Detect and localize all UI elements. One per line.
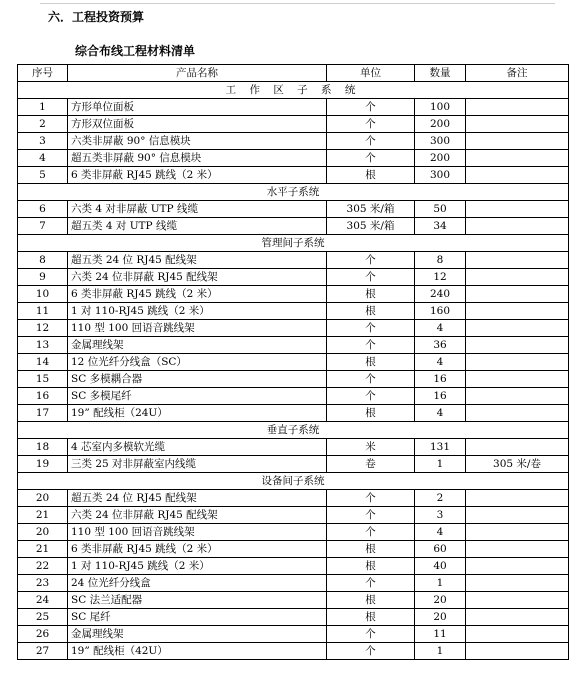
quantity-cell: 8: [415, 252, 466, 269]
quantity-cell: 240: [415, 286, 466, 303]
row-number-cell: 13: [18, 337, 68, 354]
table-row: [18, 116, 569, 133]
remark-cell: [466, 320, 569, 337]
product-name-cell: SC 法兰适配器: [68, 592, 327, 609]
table-row: [18, 524, 569, 541]
remark-cell: [466, 592, 569, 609]
unit-cell: 个: [327, 524, 415, 541]
unit-cell: 个: [327, 643, 415, 660]
remark-cell: [466, 133, 569, 150]
product-name-cell: 超五类非屏蔽 90° 信息模块: [68, 150, 327, 167]
header-quantity: 数量: [415, 65, 466, 82]
remark-cell: [466, 269, 569, 286]
row-number-cell: 7: [18, 218, 68, 235]
unit-cell: 根: [327, 609, 415, 626]
unit-cell: 个: [327, 626, 415, 643]
row-number-cell: 16: [18, 388, 68, 405]
unit-cell: 305 米/箱: [327, 201, 415, 218]
quantity-cell: 16: [415, 388, 466, 405]
table-row: [18, 609, 569, 626]
product-name-cell: 方形双位面板: [68, 116, 327, 133]
table-row: [18, 167, 569, 184]
remark-cell: [466, 558, 569, 575]
row-number-cell: 20: [18, 524, 68, 541]
row-number-cell: 24: [18, 592, 68, 609]
row-number-cell: 8: [18, 252, 68, 269]
table-row: [18, 269, 569, 286]
header-unit: 单位: [327, 65, 415, 82]
remark-cell: [466, 575, 569, 592]
group-header-row: [18, 235, 569, 252]
remark-cell: [466, 99, 569, 116]
remark-cell: [466, 252, 569, 269]
quantity-cell: 2: [415, 490, 466, 507]
product-name-cell: 6 类非屏蔽 RJ45 跳线（2 米）: [68, 167, 327, 184]
table-row: [18, 456, 569, 473]
unit-cell: 个: [327, 150, 415, 167]
product-name-cell: 12 位光纤分线盒（SC）: [68, 354, 327, 371]
unit-cell: 个: [327, 252, 415, 269]
quantity-cell: 300: [415, 167, 466, 184]
row-number-cell: 1: [18, 99, 68, 116]
product-name-cell: 24 位光纤分线盒: [68, 575, 327, 592]
row-number-cell: 2: [18, 116, 68, 133]
section-heading: 六．工程投资预算: [48, 10, 145, 24]
product-name-cell: 6 类非屏蔽 RJ45 跳线（2 米）: [68, 286, 327, 303]
header-row: [18, 65, 569, 82]
product-name-cell: 六类 24 位非屏蔽 RJ45 配线架: [68, 507, 327, 524]
remark-cell: [466, 354, 569, 371]
remark-cell: [466, 609, 569, 626]
unit-cell: 米: [327, 439, 415, 456]
remark-cell: [466, 303, 569, 320]
row-number-cell: 4: [18, 150, 68, 167]
row-number-cell: 10: [18, 286, 68, 303]
row-number-cell: 18: [18, 439, 68, 456]
table-row: [18, 626, 569, 643]
table-body: [18, 82, 569, 660]
quantity-cell: 160: [415, 303, 466, 320]
row-number-cell: 22: [18, 558, 68, 575]
product-name-cell: 110 型 100 回语音跳线架: [68, 320, 327, 337]
table-row: [18, 507, 569, 524]
remark-cell: [466, 507, 569, 524]
materials-table: [17, 64, 569, 660]
remark-cell: [466, 218, 569, 235]
table-row: [18, 541, 569, 558]
table-row: [18, 337, 569, 354]
unit-cell: 根: [327, 592, 415, 609]
product-name-cell: SC 多模尾纤: [68, 388, 327, 405]
row-number-cell: 9: [18, 269, 68, 286]
product-name-cell: SC 尾纤: [68, 609, 327, 626]
unit-cell: 305 米/箱: [327, 218, 415, 235]
product-name-cell: 超五类 24 位 RJ45 配线架: [68, 252, 327, 269]
row-number-cell: 27: [18, 643, 68, 660]
remark-cell: [466, 490, 569, 507]
table-row: [18, 303, 569, 320]
quantity-cell: 300: [415, 133, 466, 150]
remark-cell: [466, 643, 569, 660]
product-name-cell: 六类非屏蔽 90° 信息模块: [68, 133, 327, 150]
product-name-cell: 六类 24 位非屏蔽 RJ45 配线架: [68, 269, 327, 286]
row-number-cell: 26: [18, 626, 68, 643]
unit-cell: 根: [327, 354, 415, 371]
row-number-cell: 17: [18, 405, 68, 422]
unit-cell: 根: [327, 541, 415, 558]
row-number-cell: 11: [18, 303, 68, 320]
header-remarks: 备注: [466, 65, 569, 82]
unit-cell: 卷: [327, 456, 415, 473]
table-row: [18, 643, 569, 660]
quantity-cell: 200: [415, 150, 466, 167]
quantity-cell: 4: [415, 354, 466, 371]
quantity-cell: 50: [415, 201, 466, 218]
remark-cell: [466, 201, 569, 218]
header-no: 序号: [18, 65, 68, 82]
product-name-cell: 19” 配线柜（42U）: [68, 643, 327, 660]
product-name-cell: 六类 4 对非屏蔽 UTP 线缆: [68, 201, 327, 218]
unit-cell: 个: [327, 269, 415, 286]
table-row: [18, 286, 569, 303]
quantity-cell: 4: [415, 405, 466, 422]
table-row: [18, 575, 569, 592]
top-rule: [40, 3, 555, 4]
header-product-name: 产品名称: [68, 65, 327, 82]
group-header-row: [18, 473, 569, 490]
quantity-cell: 40: [415, 558, 466, 575]
group-header-row: [18, 82, 569, 99]
group-title: 垂直子系统: [18, 422, 569, 439]
table-row: [18, 371, 569, 388]
quantity-cell: 60: [415, 541, 466, 558]
group-title: 设备间子系统: [18, 473, 569, 490]
unit-cell: 个: [327, 116, 415, 133]
remark-cell: [466, 405, 569, 422]
quantity-cell: 36: [415, 337, 466, 354]
unit-cell: 个: [327, 133, 415, 150]
table-row: [18, 558, 569, 575]
quantity-cell: 100: [415, 99, 466, 116]
quantity-cell: 1: [415, 575, 466, 592]
unit-cell: 个: [327, 99, 415, 116]
quantity-cell: 11: [415, 626, 466, 643]
quantity-cell: 12: [415, 269, 466, 286]
unit-cell: 根: [327, 558, 415, 575]
row-number-cell: 23: [18, 575, 68, 592]
product-name-cell: 4 芯室内多模软光缆: [68, 439, 327, 456]
quantity-cell: 131: [415, 439, 466, 456]
product-name-cell: SC 多模耦合器: [68, 371, 327, 388]
unit-cell: 个: [327, 371, 415, 388]
table-row: [18, 354, 569, 371]
table-row: [18, 490, 569, 507]
table-title: 综合布线工程材料清单: [75, 44, 196, 58]
row-number-cell: 15: [18, 371, 68, 388]
row-number-cell: 21: [18, 541, 68, 558]
quantity-cell: 20: [415, 592, 466, 609]
row-number-cell: 20: [18, 490, 68, 507]
unit-cell: 个: [327, 507, 415, 524]
table-row: [18, 133, 569, 150]
remark-cell: [466, 388, 569, 405]
product-name-cell: 超五类 4 对 UTP 线缆: [68, 218, 327, 235]
unit-cell: 根: [327, 405, 415, 422]
row-number-cell: 25: [18, 609, 68, 626]
group-title: 水平子系统: [18, 184, 569, 201]
quantity-cell: 34: [415, 218, 466, 235]
remark-cell: [466, 150, 569, 167]
remark-cell: 305 米/卷: [466, 456, 569, 473]
row-number-cell: 19: [18, 456, 68, 473]
row-number-cell: 14: [18, 354, 68, 371]
quantity-cell: 1: [415, 643, 466, 660]
quantity-cell: 16: [415, 371, 466, 388]
quantity-cell: 20: [415, 609, 466, 626]
unit-cell: 个: [327, 575, 415, 592]
remark-cell: [466, 541, 569, 558]
remark-cell: [466, 524, 569, 541]
unit-cell: 个: [327, 320, 415, 337]
row-number-cell: 3: [18, 133, 68, 150]
quantity-cell: 1: [415, 456, 466, 473]
table-row: [18, 150, 569, 167]
row-number-cell: 6: [18, 201, 68, 218]
remark-cell: [466, 337, 569, 354]
unit-cell: 个: [327, 490, 415, 507]
remark-cell: [466, 116, 569, 133]
group-header-row: [18, 184, 569, 201]
table-row: [18, 201, 569, 218]
product-name-cell: 方形单位面板: [68, 99, 327, 116]
remark-cell: [466, 439, 569, 456]
table-row: [18, 99, 569, 116]
row-number-cell: 21: [18, 507, 68, 524]
product-name-cell: 超五类 24 位 RJ45 配线架: [68, 490, 327, 507]
product-name-cell: 110 型 100 回语音跳线架: [68, 524, 327, 541]
table-row: [18, 592, 569, 609]
unit-cell: 个: [327, 388, 415, 405]
unit-cell: 根: [327, 303, 415, 320]
table-row: [18, 439, 569, 456]
unit-cell: 根: [327, 286, 415, 303]
group-title: 工 作 区 子 系 统: [18, 82, 569, 99]
remark-cell: [466, 167, 569, 184]
unit-cell: 根: [327, 167, 415, 184]
row-number-cell: 5: [18, 167, 68, 184]
group-header-row: [18, 422, 569, 439]
table-row: [18, 405, 569, 422]
quantity-cell: 4: [415, 524, 466, 541]
product-name-cell: 金属理线架: [68, 626, 327, 643]
product-name-cell: 1 对 110-RJ45 跳线（2 米）: [68, 558, 327, 575]
table-row: [18, 218, 569, 235]
remark-cell: [466, 286, 569, 303]
table-row: [18, 252, 569, 269]
product-name-cell: 三类 25 对非屏蔽室内线缆: [68, 456, 327, 473]
product-name-cell: 1 对 110-RJ45 跳线（2 米）: [68, 303, 327, 320]
product-name-cell: 19” 配线柜（24U）: [68, 405, 327, 422]
group-title: 管理间子系统: [18, 235, 569, 252]
remark-cell: [466, 626, 569, 643]
remark-cell: [466, 371, 569, 388]
table-row: [18, 320, 569, 337]
quantity-cell: 3: [415, 507, 466, 524]
product-name-cell: 金属理线架: [68, 337, 327, 354]
unit-cell: 个: [327, 337, 415, 354]
quantity-cell: 200: [415, 116, 466, 133]
row-number-cell: 12: [18, 320, 68, 337]
product-name-cell: 6 类非屏蔽 RJ45 跳线（2 米）: [68, 541, 327, 558]
table-row: [18, 388, 569, 405]
quantity-cell: 4: [415, 320, 466, 337]
